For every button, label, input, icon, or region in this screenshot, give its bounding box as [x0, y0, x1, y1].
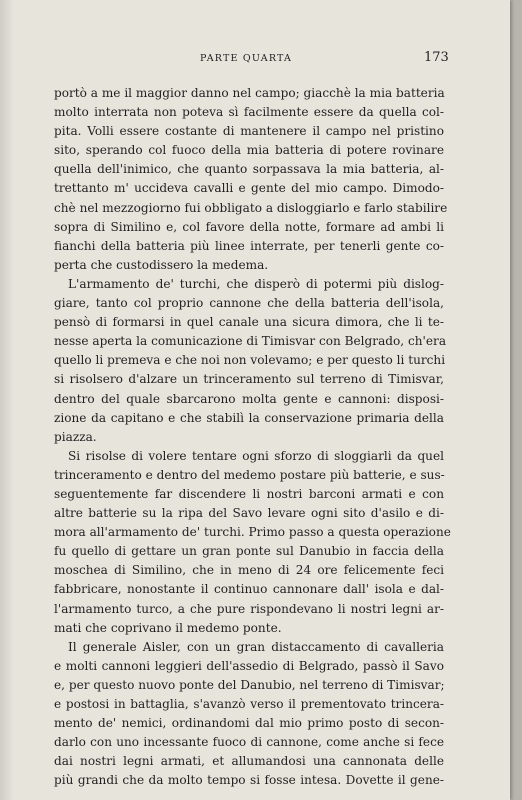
paragraph — [54, 638, 444, 791]
text-line: piazza. — [54, 429, 97, 444]
text-line: sopra di Similino e, col favore della notte, formare ad ambi li — [54, 219, 444, 234]
text-line: e molti cannoni leggieri dell'assedio di Belgrado, passò il Savo — [54, 658, 444, 673]
text-line: nesse aperta la comunicazione di Timisvar con Belgrado, ch'era — [54, 334, 447, 349]
text-line: sito, sperando col fuoco della mia batteria di potere rovinare — [54, 143, 444, 158]
body-text — [54, 84, 451, 790]
text-line: l'armamento turco, a che pure rispondevano li nostri legni ar- — [54, 601, 444, 616]
text-line: zione da capitano e che stabilì la conservazione primaria della — [54, 410, 444, 425]
text-line: dai nostri legni armati, et allumandosi una cannonata delle — [54, 754, 444, 769]
text-line: e, per questo nuovo ponte del Danubio, nel terreno di Timisvar; — [54, 677, 445, 692]
text-line: seguentemente far discendere li nostri barconi armati e con — [54, 486, 444, 501]
text-line: si risolsero d'alzare un trinceramento sul terreno di Timisvar, — [54, 372, 444, 387]
text-line: pensò di formarsi in quel canale una sicura dimora, che li te- — [54, 315, 444, 330]
text-line: e postosi in battaglia, s'avanzò verso il prementovato trincera- — [54, 697, 444, 711]
text-line: Si risolse di volere tentare ogni sforzo di sloggiarli da quel — [68, 448, 444, 463]
running-head — [0, 50, 510, 70]
text-line: Il generale Aisler, con un gran distaccamento di cavalleria — [68, 639, 444, 654]
text-line: altre batterie su la ripa del Savo levare ogni sito d'asilo e di- — [54, 506, 444, 521]
text-line: fu quello di gettare un gran ponte sul Danubio in faccia della — [54, 544, 444, 559]
text-line: mati che coprivano il medemo ponte. — [54, 620, 282, 635]
text-line: L'armamento de' turchi, che disperò di potermi più dislog- — [68, 276, 444, 291]
text-line: fianchi della batteria più linee interrate, per tenerli gente co- — [54, 238, 444, 253]
running-title: PARTE QUARTA — [200, 53, 293, 64]
text-line: più grandi che da molto tempo si fosse intesa. Dovette il gene- — [54, 773, 444, 788]
text-line: dentro del quale sbarcarono molta gente e cannoni: disposi- — [54, 391, 444, 406]
text-line: portò a me il maggior danno nel campo; giacchè la mia batteria — [54, 86, 445, 100]
text-line: chè nel mezzogiorno fui obbligato a disloggiarlo e farlo stabilire — [54, 200, 448, 215]
text-line: perta che custodissero la medema. — [54, 257, 269, 272]
text-line: quello li premeva e che noi non volevamo; e per questo li turchi — [54, 353, 446, 368]
text-line: mento de' nemici, ordinandomi dal mio primo posto di secon- — [54, 716, 444, 731]
page-gutter — [0, 0, 14, 800]
text-line: pita. Volli essere costante di mantenere il campo nel pristino — [54, 124, 444, 139]
text-line: molto interrata non poteva sì facilmente essere da quella col- — [54, 105, 444, 120]
page-number: 173 — [424, 50, 449, 65]
text-line: giare, tanto col proprio cannone che della batteria dell'isola, — [54, 296, 444, 311]
text-line: moschea di Similino, che in meno di 24 ore felicemente feci — [54, 563, 444, 578]
paragraph — [54, 447, 451, 638]
text-line: darlo con uno incessante fuoco di cannone, come anche si fece — [54, 735, 444, 750]
text-line: trinceramento e dentro del medemo postare più batterie, e sus- — [54, 467, 445, 482]
text-line: mora all'armamento de' turchi. Primo passo a questa operazione — [54, 525, 451, 540]
text-line: trettanto m' uccideva cavalli e gente del mio campo. Dimodo- — [54, 181, 444, 196]
text-line: fabbricare, nonostante il continuo cannonare dall' isola e dal- — [54, 582, 444, 597]
paragraph — [54, 84, 448, 275]
text-line: quella dell'inimico, che quanto sorpassava la mia batteria, al- — [54, 162, 444, 177]
paragraph — [54, 275, 447, 447]
